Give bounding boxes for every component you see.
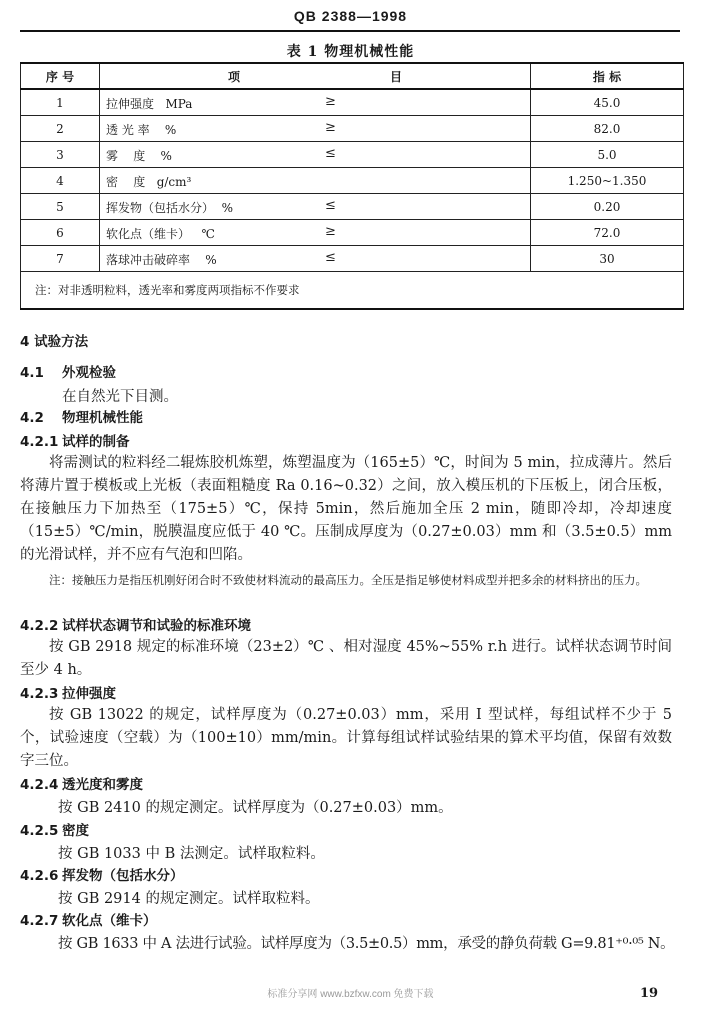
section-number: 4.1 <box>20 365 44 381</box>
row-value: 5.0 <box>531 142 684 168</box>
section-4-2-6-text: 按 GB 2914 的规定测定。试样取粒料。 <box>58 891 320 907</box>
item-name: 拉伸强度 MPa <box>106 97 193 111</box>
row-number: 4 <box>21 168 100 194</box>
col-header-item-b: 目 <box>390 69 403 84</box>
comparison-sign: ≤ <box>325 250 336 265</box>
standard-number: QB 2388—1998 <box>293 8 408 24</box>
row-value: 1.250~1.350 <box>531 168 684 194</box>
row-item <box>100 142 531 168</box>
section-title: 透光度和雾度 <box>62 777 143 793</box>
section-title: 密度 <box>62 823 89 839</box>
table-row <box>21 246 684 272</box>
section-4-2-7-text: 按 GB 1633 中 A 法进行试验。试样厚度为（3.5±0.5）mm，承受的静负荷载 G=9.81⁺⁰·⁰⁵ N。 <box>58 936 675 952</box>
section-4-2-1-note: 注：接触压力是指压机刚好闭合时不致使材料流动的最高压力。全压是指足够使材料成型并把多余的材料挤出的压力。 <box>49 573 647 587</box>
row-item <box>100 168 531 194</box>
row-item <box>100 194 531 220</box>
row-value: 45.0 <box>531 89 684 116</box>
section-number: 4.2.6 <box>20 868 59 884</box>
section-4-2-1-heading <box>20 430 130 450</box>
section-4-2-2-text: 按 GB 2918 规定的标准环境（23±2）℃ 、相对湿度 45%~55% r.h 进行。试样状态调节时间至少 4 h。 <box>20 639 672 678</box>
col-header-item <box>100 63 531 89</box>
watermark: 标准分享网 www.bzfxw.com 免费下载 <box>267 989 434 1000</box>
section-4-2-4-text: 按 GB 2410 的规定测定。试样厚度为（0.27±0.03）mm。 <box>58 800 453 816</box>
table-row <box>21 89 684 116</box>
row-number: 6 <box>21 220 100 246</box>
section-number: 4.2 <box>20 410 44 426</box>
table-header-row <box>21 63 684 89</box>
table-caption: 表 1 物理机械性能 <box>286 44 415 60</box>
section-4-1-heading <box>20 361 116 381</box>
section-number: 4.2.3 <box>20 686 59 702</box>
item-name: 透 光 率 % <box>106 123 177 137</box>
row-number: 7 <box>21 246 100 272</box>
item-name: 落球冲击破碎率 % <box>106 253 217 267</box>
item-name: 密 度 g/cm³ <box>106 175 192 189</box>
section-4-2-7-heading <box>20 909 157 929</box>
row-number: 2 <box>21 116 100 142</box>
section-4-2-5-heading <box>20 819 89 839</box>
item-name: 挥发物（包括水分） % <box>106 201 234 215</box>
comparison-sign: ≤ <box>325 198 336 213</box>
section-4-2-heading <box>20 406 143 426</box>
table-row <box>21 220 684 246</box>
col-header-value: 指 标 <box>531 63 684 89</box>
item-name: 软化点（维卡） ℃ <box>106 227 215 241</box>
section-title: 软化点（维卡） <box>62 913 157 929</box>
comparison-sign: ≥ <box>325 224 336 239</box>
properties-table <box>20 62 684 310</box>
section-4-2-5-text: 按 GB 1033 中 B 法测定。试样取粒料。 <box>58 846 325 862</box>
table-note: 注：对非透明粒料，透光率和雾度两项指标不作要求 <box>21 272 684 310</box>
row-number: 5 <box>21 194 100 220</box>
section-4-2-2-heading <box>20 614 251 634</box>
section-4-2-1-text: 将需测试的粒料经二辊炼胶机炼塑，炼塑温度为（165±5）℃，时间为 5 min，拉成薄片。然后将薄片置于模板或上光板（表面粗糙度 Ra 0.16~0.32）之间，放入模压机的下压板上，闭合压板，在接触压力下加热至（175±5）℃，保持 5min，然后施加全压 2 min，随即冷却，冷却速度（15±5）℃/min，脱膜温度应低于 40 ℃。压制成厚度为（0.27±0.03）mm 和（3.5±0.5）mm 的光滑试样，并不应有气泡和凹陷。 <box>20 455 672 563</box>
section-4-2-3-heading <box>20 682 116 702</box>
page-number: 19 <box>640 986 659 1001</box>
section-number: 4.2.4 <box>20 777 59 793</box>
table-row <box>21 194 684 220</box>
row-value: 0.20 <box>531 194 684 220</box>
row-item <box>100 116 531 142</box>
row-item <box>100 220 531 246</box>
header-rule <box>20 30 680 32</box>
section-title: 物理机械性能 <box>62 410 143 426</box>
comparison-sign: ≥ <box>325 120 336 135</box>
section-title: 外观检验 <box>62 365 116 381</box>
row-number: 1 <box>21 89 100 116</box>
section-number: 4.2.7 <box>20 913 59 929</box>
section-title: 挥发物（包括水分） <box>62 868 184 884</box>
section-4-1-text: 在自然光下目测。 <box>62 389 178 405</box>
row-value: 72.0 <box>531 220 684 246</box>
section-title: 试样的制备 <box>62 434 130 450</box>
col-header-item-a: 项 <box>227 69 240 84</box>
row-item <box>100 246 531 272</box>
section-4-2-3-text: 按 GB 13022 的规定，试样厚度为（0.27±0.03）mm，采用 Ⅰ 型试样，每组试样不少于 5 个，试验速度（空载）为（100±10）mm/min。计算每组试样试验结果的算术平均值，保留有效数字三位。 <box>20 707 672 769</box>
section-number: 4.2.5 <box>20 823 59 839</box>
table-row <box>21 116 684 142</box>
row-value: 30 <box>531 246 684 272</box>
comparison-sign: ≥ <box>325 94 336 109</box>
section-title: 试样状态调节和试验的标准环境 <box>62 618 251 634</box>
col-header-no: 序 号 <box>21 63 100 89</box>
section-number: 4.2.1 <box>20 434 59 450</box>
section-4-title: 4 试验方法 <box>20 334 89 350</box>
comparison-sign: ≤ <box>325 146 336 161</box>
section-title: 拉伸强度 <box>62 686 116 702</box>
row-number: 3 <box>21 142 100 168</box>
section-4-2-6-heading <box>20 864 184 884</box>
table-note-row <box>21 272 684 310</box>
item-name: 雾 度 % <box>106 149 172 163</box>
row-value: 82.0 <box>531 116 684 142</box>
row-item <box>100 89 531 116</box>
table-row <box>21 168 684 194</box>
table-row <box>21 142 684 168</box>
section-number: 4.2.2 <box>20 618 59 634</box>
section-4-2-4-heading <box>20 773 143 793</box>
